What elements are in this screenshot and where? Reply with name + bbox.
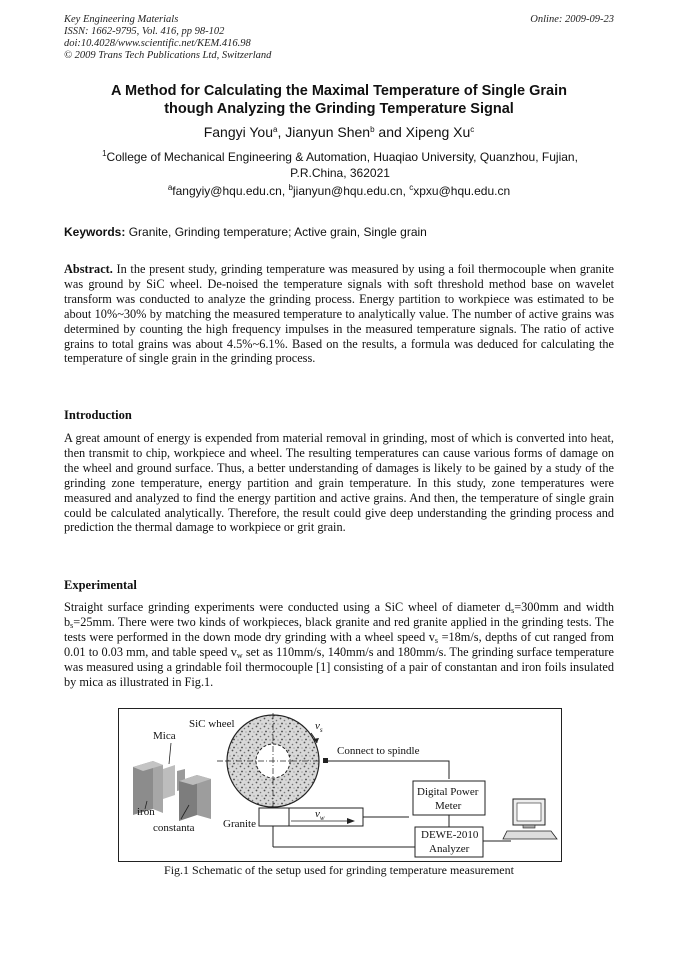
label-constanta: constanta <box>153 822 195 834</box>
affiliation-line-2: P.R.China, 362021 <box>290 166 390 180</box>
label-vs: $v_s$ <box>315 720 323 734</box>
author-list <box>64 124 614 140</box>
journal-header <box>64 14 271 62</box>
computer-icon <box>503 799 557 839</box>
label-mica: Mica <box>153 730 176 742</box>
journal-name: Key Engineering Materials <box>64 14 179 25</box>
experimental-heading: Experimental <box>64 578 137 592</box>
affiliation-line-1: College of Mechanical Engineering & Automation, Huaqiao University, Quanzhou, Fujian, <box>106 150 578 164</box>
doi-line: doi:10.4028/www.scientific.net/KEM.416.98 <box>64 38 251 49</box>
issn-line: ISSN: 1662-9795, Vol. 416, pp 98-102 <box>64 26 225 37</box>
figure-caption: Fig.1 Schematic of the setup used for grinding temperature measurement <box>164 863 514 877</box>
affiliation-mark: 1 <box>102 149 107 158</box>
introduction-text: A great amount of energy is expended from material removal in grinding, most of which is converted into heat, then transmit to chip, workpiece and wheel. The resulting temperatures can cause various forms of damage on the wheel and ground surface. Thus, a better understanding of damages is likely to be gained by a study of the grinding zone temperature, energy partition and grain temperature. In this study, zone temperatures were measured and analyzed to find the energy partition and active grains. And then, the temperature of single grain could be calculated analytically. Therefore, the result could give deep understanding the grinding process and prediction the thermal damage to workpiece or grit grain. <box>64 431 614 535</box>
author-sep-2: and <box>374 124 406 140</box>
keywords <box>64 225 624 239</box>
figure-1 <box>118 708 562 862</box>
exp-text-4: =18m/s, depths of cut ranged from 0.01 to 0.03 mm, and table speed v <box>64 629 615 659</box>
label-iron: iron <box>137 806 155 818</box>
exp-text-3: =25mm. There were two kinds of workpieces, black granite and red granite applied in the grinding tests. The tests were performed in the down mode dry grinding with a wheel speed v <box>64 614 614 644</box>
exp-text-2: =300mm and width b <box>64 600 614 629</box>
author-2-mark: b <box>370 125 375 134</box>
mica-pointer <box>169 743 171 764</box>
affiliation <box>80 149 600 181</box>
paper-title <box>64 82 614 118</box>
author-3: Xipeng Xu <box>405 124 471 140</box>
granite-block <box>259 808 289 826</box>
author-2: Jianyun Shen <box>285 124 371 140</box>
title-line-1: A Method for Calculating the Maximal Temperature of Single Grain <box>110 83 567 99</box>
spindle-contact <box>323 758 328 763</box>
setup-schematic <box>119 709 561 861</box>
email-list <box>64 184 614 198</box>
exp-text-5: set as 110mm/s, 140mm/s and 180mm/s. The grinding surface temperature was measured using a grindable foil thermocouple [1] consisting of a pair of constantan and iron foils insulated by mica as illustrated in Fig.1. <box>64 644 614 689</box>
email-b-mark: b <box>288 183 293 192</box>
label-sic-wheel: SiC wheel <box>189 718 235 730</box>
title-line-2: though Analyzing the Grinding Temperature Signal <box>164 101 514 117</box>
label-digital-power-1: Digital Power <box>417 786 479 798</box>
table <box>289 808 363 826</box>
email-b[interactable]: jianyun@hqu.edu.cn, <box>292 184 410 198</box>
exp-sub-vs: s <box>434 635 439 645</box>
exp-sub-ds: s <box>511 606 515 615</box>
exp-sub-vw: w <box>236 650 243 660</box>
exp-text-1: Straight surface grinding experiments were conducted using a SiC wheel of diameter d <box>64 600 512 614</box>
abstract-label: Abstract. <box>64 262 113 276</box>
experimental-text <box>64 600 614 689</box>
abstract-text: In the present study, grinding temperature was measured by using a foil thermocouple when granite was ground by SiC wheel. De-noised the temperature signals with soft threshold method base on wavelet transform was conducted to analyze the grinding process. Energy partition to workpiece was estimated to be about 10%~30% by matching the measured temperature to analytically value. The number of active grains was determined by counting the high frequency impulses in the measured temperature signals. The ratio of active grains to total grains was about 4.5%~6.1%. Based on the results, a formula was deduced for calculating the temperature of single grain in the grinding process. <box>64 262 614 366</box>
sic-wheel <box>225 713 321 809</box>
introduction-heading: Introduction <box>64 408 132 422</box>
keywords-label: Keywords: <box>64 225 126 239</box>
label-digital-power-2: Meter <box>435 800 462 812</box>
email-a[interactable]: fangyiy@hqu.edu.cn, <box>172 184 289 198</box>
label-analyzer: Analyzer <box>429 843 470 855</box>
label-connect-spindle: Connect to spindle <box>337 745 420 757</box>
online-date: Online: 2009-09-23 <box>530 14 614 25</box>
email-c-mark: c <box>409 183 414 192</box>
author-3-mark: c <box>470 125 475 134</box>
email-a-mark: a <box>167 183 173 192</box>
author-sep-1: , <box>277 124 286 140</box>
spindle-wire <box>328 761 449 779</box>
author-1-mark: a <box>273 125 278 134</box>
abstract <box>64 262 614 366</box>
label-granite: Granite <box>223 818 256 830</box>
email-c[interactable]: xpxu@hqu.edu.cn <box>413 184 511 198</box>
exp-sub-bs: s <box>70 620 74 630</box>
keywords-text: Granite, Grinding temperature; Active grain, Single grain <box>125 225 427 239</box>
label-dewe: DEWE-2010 <box>421 829 479 841</box>
author-1: Fangyi You <box>203 124 273 140</box>
label-vw: $v_w$ <box>315 808 325 822</box>
copyright-line: © 2009 Trans Tech Publications Ltd, Switzerland <box>64 50 272 61</box>
